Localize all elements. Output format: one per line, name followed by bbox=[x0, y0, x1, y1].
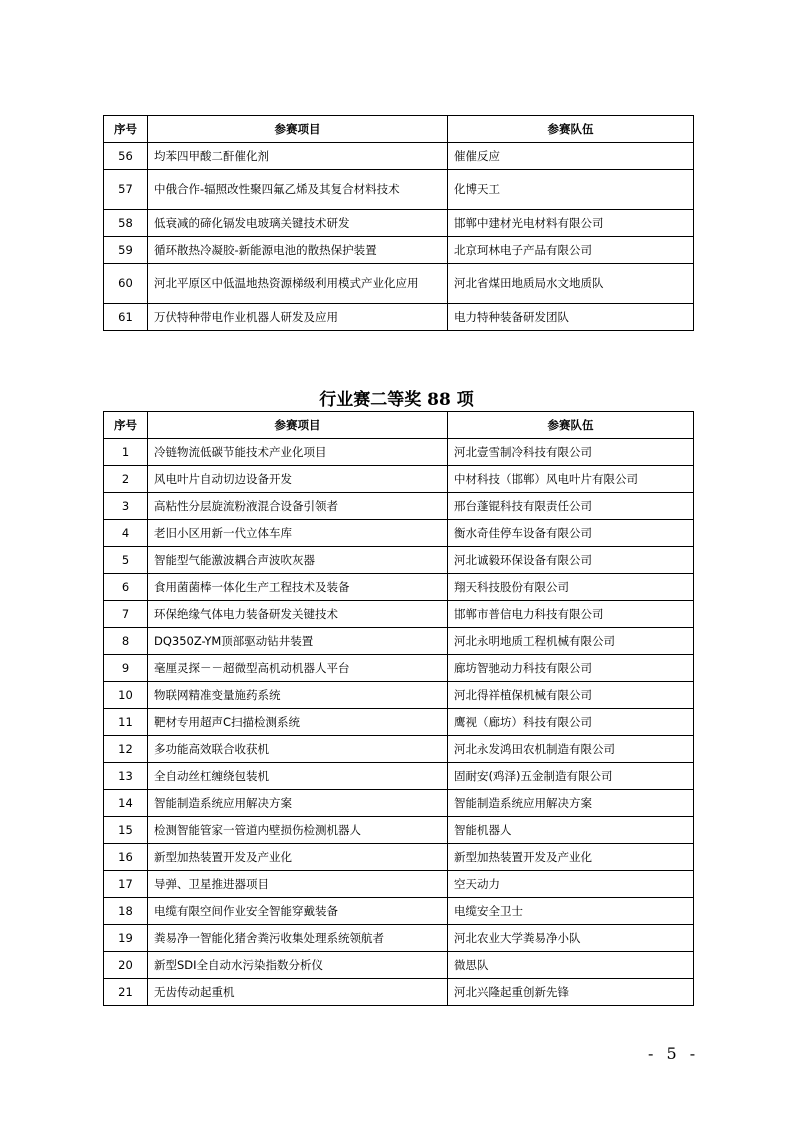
table-row bbox=[104, 264, 694, 304]
table-row bbox=[104, 763, 694, 790]
row-project: 河北平原区中低温地热资源梯级利用模式产业化应用 bbox=[148, 264, 448, 304]
row-num: 3 bbox=[104, 493, 148, 520]
row-project: 均苯四甲酸二酐催化剂 bbox=[148, 143, 448, 170]
table-row bbox=[104, 655, 694, 682]
row-num: 11 bbox=[104, 709, 148, 736]
row-num: 56 bbox=[104, 143, 148, 170]
row-num: 7 bbox=[104, 601, 148, 628]
table-row bbox=[104, 210, 694, 237]
row-num: 13 bbox=[104, 763, 148, 790]
row-project: 物联网精准变量施药系统 bbox=[148, 682, 448, 709]
row-num: 6 bbox=[104, 574, 148, 601]
row-num: 17 bbox=[104, 871, 148, 898]
section-title: 行业赛二等奖 88 项 bbox=[319, 390, 474, 410]
row-team: 邯郸中建材光电材料有限公司 bbox=[448, 210, 694, 237]
table-row bbox=[104, 925, 694, 952]
row-team: 微思队 bbox=[448, 952, 694, 979]
row-team: 衡水奇佳停车设备有限公司 bbox=[448, 520, 694, 547]
row-project: 风电叶片自动切边设备开发 bbox=[148, 466, 448, 493]
row-team: 河北省煤田地质局水文地质队 bbox=[448, 264, 694, 304]
row-team: 河北兴隆起重创新先锋 bbox=[448, 979, 694, 1006]
table-row bbox=[104, 493, 694, 520]
row-team: 催催反应 bbox=[448, 143, 694, 170]
row-project: 无齿传动起重机 bbox=[148, 979, 448, 1006]
header-team: 参赛队伍 bbox=[448, 412, 694, 439]
row-project: 高粘性分层旋流粉液混合设备引领者 bbox=[148, 493, 448, 520]
award-table-second-prize bbox=[103, 411, 694, 1006]
row-team: 河北得祥植保机械有限公司 bbox=[448, 682, 694, 709]
row-team: 固耐安(鸡泽)五金制造有限公司 bbox=[448, 763, 694, 790]
row-team: 河北诚毅环保设备有限公司 bbox=[448, 547, 694, 574]
row-team: 空天动力 bbox=[448, 871, 694, 898]
row-num: 20 bbox=[104, 952, 148, 979]
page-number: - 5 - bbox=[648, 1044, 700, 1063]
row-num: 59 bbox=[104, 237, 148, 264]
row-project: 检测智能管家一管道内壁损伤检测机器人 bbox=[148, 817, 448, 844]
row-team: 邯郸市普信电力科技有限公司 bbox=[448, 601, 694, 628]
table-header-row bbox=[104, 116, 694, 143]
row-num: 58 bbox=[104, 210, 148, 237]
row-project: 冷链物流低碳节能技术产业化项目 bbox=[148, 439, 448, 466]
row-team: 智能机器人 bbox=[448, 817, 694, 844]
table-row bbox=[104, 682, 694, 709]
header-num: 序号 bbox=[104, 116, 148, 143]
row-num: 1 bbox=[104, 439, 148, 466]
header-num: 序号 bbox=[104, 412, 148, 439]
row-team: 电缆安全卫士 bbox=[448, 898, 694, 925]
row-project: DQ350Z-YM顶部驱动钻井装置 bbox=[148, 628, 448, 655]
table-row bbox=[104, 237, 694, 264]
header-project: 参赛项目 bbox=[148, 116, 448, 143]
row-team: 河北农业大学粪易净小队 bbox=[448, 925, 694, 952]
award-table-continued bbox=[103, 115, 694, 331]
header-project: 参赛项目 bbox=[148, 412, 448, 439]
row-project: 环保绝缘气体电力装备研发关键技术 bbox=[148, 601, 448, 628]
table-row bbox=[104, 871, 694, 898]
table-row bbox=[104, 790, 694, 817]
table-row bbox=[104, 466, 694, 493]
table-row bbox=[104, 736, 694, 763]
row-num: 2 bbox=[104, 466, 148, 493]
row-project: 智能型气能激波耦合声波吹灰器 bbox=[148, 547, 448, 574]
row-project: 粪易净一智能化猪舍粪污收集处理系统领航者 bbox=[148, 925, 448, 952]
row-project: 老旧小区用新一代立体车库 bbox=[148, 520, 448, 547]
row-num: 5 bbox=[104, 547, 148, 574]
row-project: 新型加热装置开发及产业化 bbox=[148, 844, 448, 871]
row-project: 低衰减的碲化镉发电玻璃关键技术研发 bbox=[148, 210, 448, 237]
row-num: 12 bbox=[104, 736, 148, 763]
table-row bbox=[104, 817, 694, 844]
row-project: 新型SDI全自动水污染指数分析仪 bbox=[148, 952, 448, 979]
row-project: 食用菌菌棒一体化生产工程技术及装备 bbox=[148, 574, 448, 601]
row-team: 智能制造系统应用解决方案 bbox=[448, 790, 694, 817]
table-row bbox=[104, 143, 694, 170]
row-team: 河北壹雪制冷科技有限公司 bbox=[448, 439, 694, 466]
row-project: 靶材专用超声C扫描检测系统 bbox=[148, 709, 448, 736]
table-header-row bbox=[104, 412, 694, 439]
table-row bbox=[104, 709, 694, 736]
row-num: 61 bbox=[104, 304, 148, 331]
row-project: 循环散热冷凝胶-新能源电池的散热保护装置 bbox=[148, 237, 448, 264]
table-row bbox=[104, 547, 694, 574]
table-row bbox=[104, 979, 694, 1006]
row-num: 18 bbox=[104, 898, 148, 925]
table-row bbox=[104, 304, 694, 331]
row-num: 10 bbox=[104, 682, 148, 709]
row-num: 21 bbox=[104, 979, 148, 1006]
table-row bbox=[104, 628, 694, 655]
table-row bbox=[104, 601, 694, 628]
row-team: 邢台蓬锟科技有限责任公司 bbox=[448, 493, 694, 520]
table-row bbox=[104, 439, 694, 466]
row-project: 多功能高效联合收获机 bbox=[148, 736, 448, 763]
row-num: 14 bbox=[104, 790, 148, 817]
row-team: 廊坊智驰动力科技有限公司 bbox=[448, 655, 694, 682]
row-team: 河北永发鸿田农机制造有限公司 bbox=[448, 736, 694, 763]
row-project: 毫厘灵探－－超微型高机动机器人平台 bbox=[148, 655, 448, 682]
table-row bbox=[104, 952, 694, 979]
row-project: 全自动丝杠缠绕包装机 bbox=[148, 763, 448, 790]
row-num: 19 bbox=[104, 925, 148, 952]
table-row bbox=[104, 520, 694, 547]
row-num: 9 bbox=[104, 655, 148, 682]
row-team: 化博天工 bbox=[448, 170, 694, 210]
table-row bbox=[104, 170, 694, 210]
row-num: 4 bbox=[104, 520, 148, 547]
row-team: 北京珂林电子产品有限公司 bbox=[448, 237, 694, 264]
table-row bbox=[104, 574, 694, 601]
row-num: 60 bbox=[104, 264, 148, 304]
row-team: 中材科技（邯郸）风电叶片有限公司 bbox=[448, 466, 694, 493]
table-row bbox=[104, 898, 694, 925]
row-num: 15 bbox=[104, 817, 148, 844]
row-project: 导弹、卫星推进器项目 bbox=[148, 871, 448, 898]
row-project: 智能制造系统应用解决方案 bbox=[148, 790, 448, 817]
row-team: 新型加热装置开发及产业化 bbox=[448, 844, 694, 871]
row-num: 57 bbox=[104, 170, 148, 210]
row-team: 电力特种装备研发团队 bbox=[448, 304, 694, 331]
row-team: 鹰视（廊坊）科技有限公司 bbox=[448, 709, 694, 736]
table-row bbox=[104, 844, 694, 871]
table-body bbox=[104, 439, 694, 1006]
row-team: 翔天科技股份有限公司 bbox=[448, 574, 694, 601]
row-project: 电缆有限空间作业安全智能穿戴装备 bbox=[148, 898, 448, 925]
row-project: 万伏特种带电作业机器人研发及应用 bbox=[148, 304, 448, 331]
row-project: 中俄合作-辐照改性聚四氟乙烯及其复合材料技术 bbox=[148, 170, 448, 210]
row-num: 8 bbox=[104, 628, 148, 655]
row-num: 16 bbox=[104, 844, 148, 871]
header-team: 参赛队伍 bbox=[448, 116, 694, 143]
row-team: 河北永明地质工程机械有限公司 bbox=[448, 628, 694, 655]
